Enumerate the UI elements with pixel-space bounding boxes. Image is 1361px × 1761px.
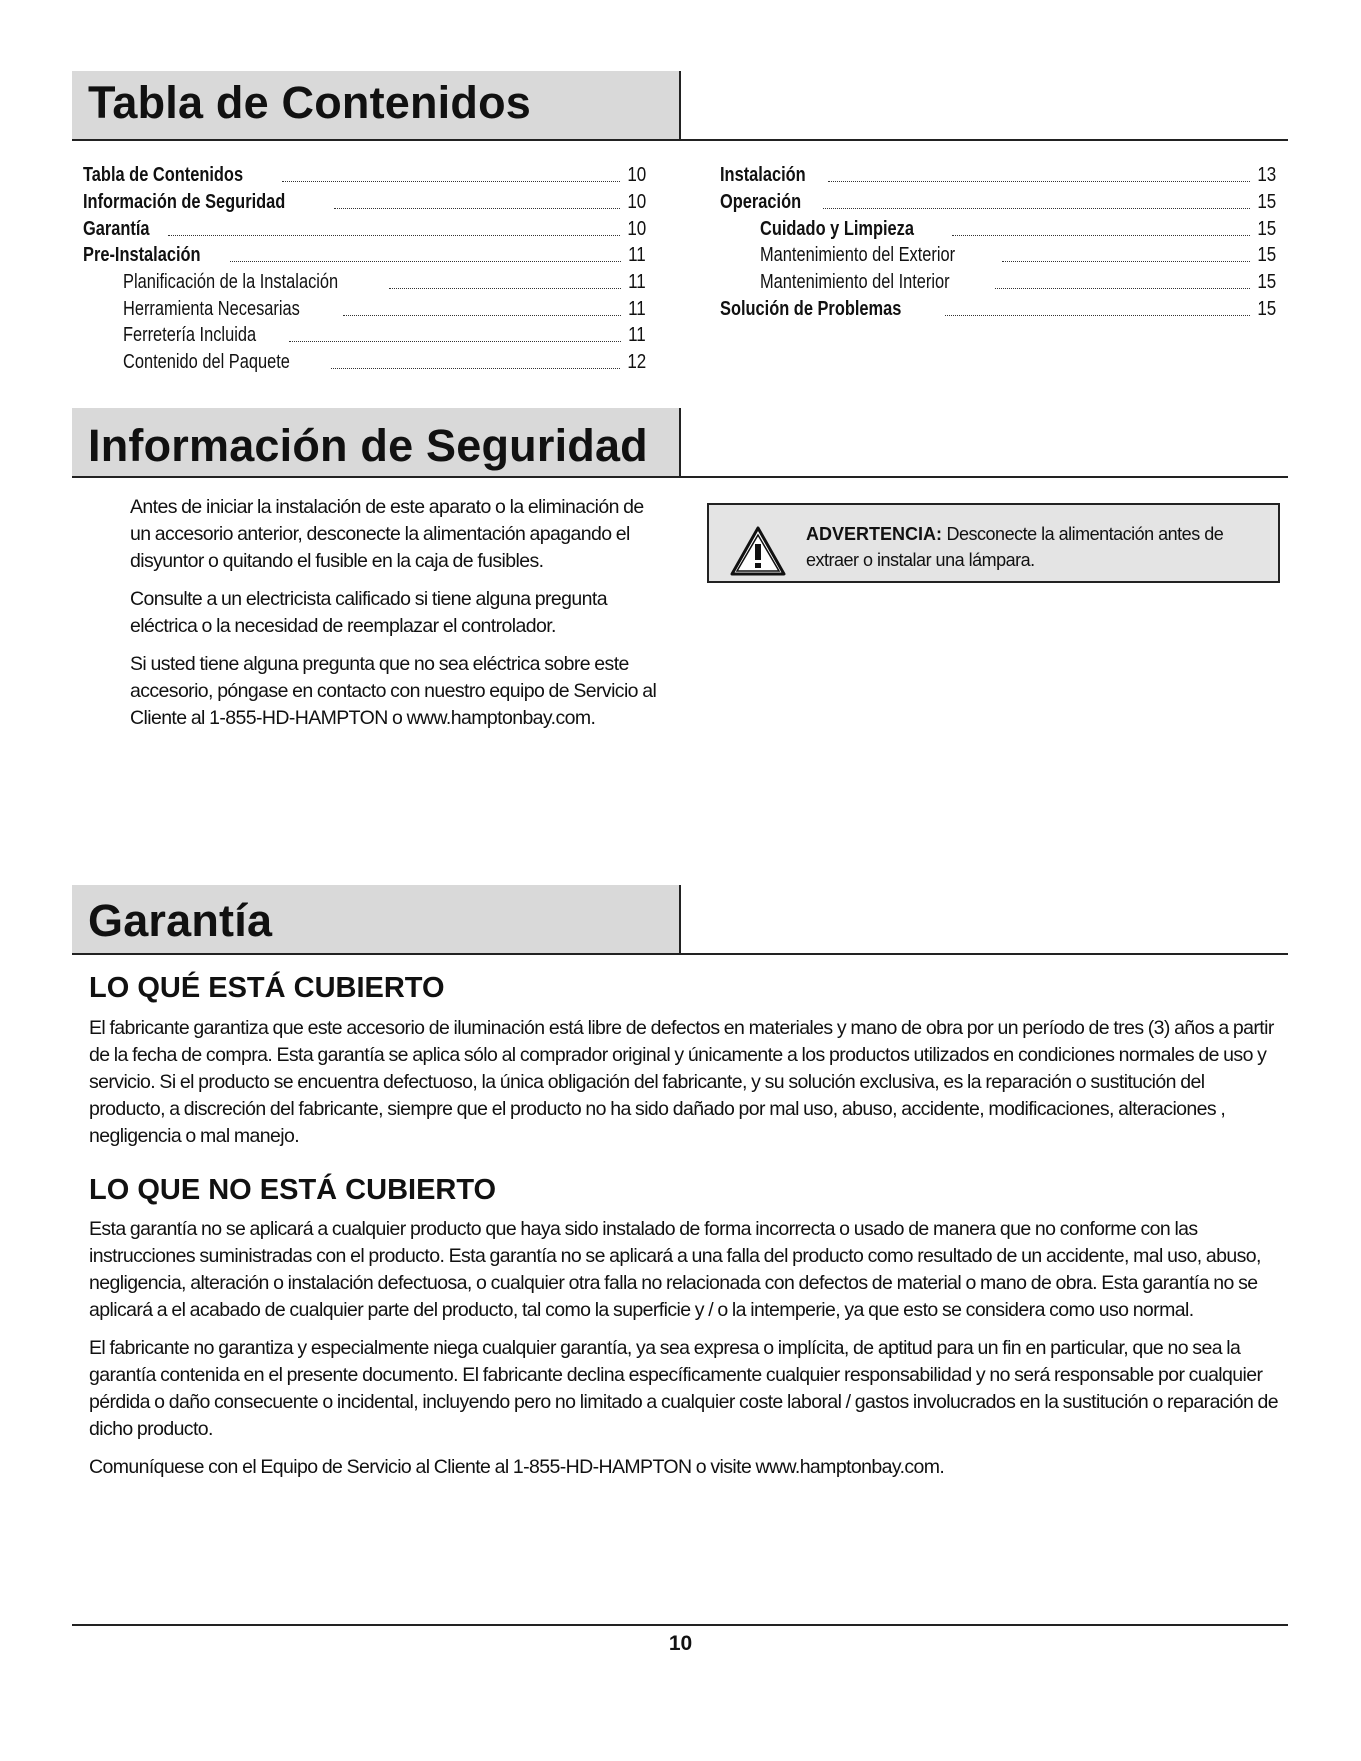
- footer-divider: [72, 1624, 1288, 1626]
- toc-entry[interactable]: [760, 270, 1276, 294]
- toc-entry-label: Planificación de la Instalación: [123, 271, 339, 293]
- toc-entry-label: Ferretería Incluida: [123, 324, 257, 346]
- toc-entry-label: Pre-Instalación: [83, 244, 201, 266]
- toc-leader-dots: [343, 315, 622, 316]
- toc-entry[interactable]: [123, 323, 646, 347]
- toc-leader-dots: [995, 288, 1250, 289]
- toc-entry-label: Solución de Problemas: [720, 298, 902, 320]
- warning-triangle-icon: [730, 526, 786, 576]
- safety-paragraph: Antes de iniciar la instalación de este aparato o la eliminación de un accesorio anterior, desconecte la alimentación apagando el disyuntor o quitando el fusible en la caja de fusibles.: [130, 496, 644, 572]
- toc-entry-label: Mantenimiento del Exterior: [760, 244, 956, 266]
- toc-section-header: [72, 71, 1288, 141]
- covered-heading: LO QUÉ ESTÁ CUBIERTO: [89, 972, 445, 1004]
- toc-entry-label: Garantía: [83, 218, 150, 240]
- toc-entry-label: Contenido del Paquete: [123, 351, 290, 373]
- toc-entry-page: 12: [627, 351, 646, 373]
- toc-entry[interactable]: [123, 270, 646, 294]
- safety-section-header: [72, 408, 1288, 478]
- section-title: Garantía: [88, 895, 273, 946]
- warning-message: Desconecte la alimentación antes de extraer o instalar una lámpara.: [806, 524, 1224, 570]
- page-number: 10: [668, 1632, 693, 1655]
- toc-entry[interactable]: [123, 297, 646, 321]
- toc-leader-dots: [289, 341, 621, 342]
- toc-entry[interactable]: [760, 243, 1276, 267]
- toc-entry-page: 15: [1257, 191, 1276, 213]
- toc-entry-page: 10: [627, 191, 646, 213]
- section-divider: [72, 476, 1288, 478]
- toc-entry[interactable]: [720, 190, 1276, 214]
- toc-leader-dots: [945, 315, 1250, 316]
- toc-entry-label: Cuidado y Limpieza: [760, 218, 915, 240]
- toc-entry-page: 10: [627, 164, 646, 186]
- toc-entry[interactable]: [83, 217, 646, 241]
- warning-text: [806, 521, 1266, 573]
- covered-text: [89, 1015, 1279, 1150]
- toc-leader-dots: [334, 208, 620, 209]
- toc-entry-page: 15: [1257, 271, 1276, 293]
- toc-leader-dots: [828, 181, 1249, 182]
- section-divider: [72, 139, 1288, 141]
- contact-paragraph: Comuníquese con el Equipo de Servicio al Cliente al 1-855-HD-HAMPTON o visite www.hamptonbay.com.: [89, 1456, 945, 1478]
- toc-leader-dots: [282, 181, 620, 182]
- warranty-section-header: [72, 885, 1288, 955]
- safety-paragraph: Consulte a un electricista calificado si tiene alguna pregunta eléctrica o la necesidad de reemplazar el controlador.: [130, 588, 607, 637]
- warning-box: [707, 503, 1280, 583]
- toc-leader-dots: [389, 288, 621, 289]
- toc-entry[interactable]: [760, 217, 1276, 241]
- toc-entry-page: 11: [628, 298, 646, 320]
- not-covered-text: [89, 1216, 1279, 1481]
- not-covered-heading: LO QUE NO ESTÁ CUBIERTO: [89, 1174, 497, 1206]
- toc-entry-page: 10: [627, 218, 646, 240]
- toc-entry[interactable]: [83, 163, 646, 187]
- safety-paragraph: Si usted tiene alguna pregunta que no sea eléctrica sobre este accesorio, póngase en contacto con nuestro equipo de Servicio al Cliente al 1-855-HD-HAMPTON o www.hamptonbay.com.: [130, 653, 657, 729]
- toc-entry-label: Mantenimiento del Interior: [760, 271, 950, 293]
- safety-text: [130, 494, 665, 732]
- section-title: Tabla de Contenidos: [88, 77, 531, 128]
- toc-leader-dots: [1002, 261, 1250, 262]
- section-divider: [72, 953, 1288, 955]
- warranty-paragraph: El fabricante no garantiza y especialmente niega cualquier garantía, ya sea expresa o implícita, de aptitud para un fin en particular, que no sea la garantía contenida en el presente documento. El fabricante declina específicamente cualquier responsabilidad y no será responsable por cualquier pérdida o daño consecuente o incidental, incluyendo pero no limitado a cualquier coste laboral / gastos involucrados en la sustitución o reparación de dicho producto.: [89, 1337, 1278, 1440]
- toc-entry[interactable]: [720, 163, 1276, 187]
- toc-entry-page: 11: [628, 324, 646, 346]
- toc-entry-label: Herramienta Necesarias: [123, 298, 300, 320]
- section-title: Información de Seguridad: [88, 420, 648, 471]
- toc-entry[interactable]: [83, 243, 646, 267]
- warning-label: ADVERTENCIA:: [806, 524, 943, 544]
- toc-entry-page: 15: [1257, 218, 1276, 240]
- warranty-paragraph: El fabricante garantiza que este accesorio de iluminación está libre de defectos en materiales y mano de obra por un período de tres (3) años a partir de la fecha de compra. Esta garantía se aplica sólo al comprador original y únicamente a los productos utilizados en condiciones normales de uso y servicio. Si el producto se encuentra defectuoso, la única obligación del fabricante, y su solución exclusiva, es la reparación o sustitución del producto, a discreción del fabricante, siempre que el producto no ha sido dañado por mal uso, abuso, accidente, modificaciones, alteraciones , negligencia o mal manejo.: [89, 1017, 1274, 1147]
- toc-entry-page: 15: [1257, 244, 1276, 266]
- toc-entry-page: 13: [1257, 164, 1276, 186]
- toc-entry[interactable]: [123, 350, 646, 374]
- toc-entry-label: Operación: [720, 191, 802, 213]
- toc-entry-page: 11: [628, 271, 646, 293]
- toc-leader-dots: [230, 261, 621, 262]
- toc-entry-page: 11: [628, 244, 646, 266]
- warranty-paragraph: Esta garantía no se aplicará a cualquier producto que haya sido instalado de forma incorrecta o usado de manera que no conforme con las instrucciones suministradas con el producto. Esta garantía no se aplicará a una falla del producto como resultado de un accidente, mal uso, abuso, negligencia, alteración o instalación defectuosa, o cualquier otra falla no relacionada con defectos de material o mano de obra. Esta garantía no se aplicará a el acabado de cualquier parte del producto, tal como la superficie y / o la intemperie, ya que esto se considera como uso normal.: [89, 1218, 1261, 1321]
- toc-leader-dots: [823, 208, 1250, 209]
- toc-entry-label: Instalación: [720, 164, 806, 186]
- toc-entry-label: Información de Seguridad: [83, 191, 286, 213]
- toc-leader-dots: [331, 368, 620, 369]
- toc-entry[interactable]: [83, 190, 646, 214]
- toc-leader-dots: [168, 235, 620, 236]
- toc-entry-page: 15: [1257, 298, 1276, 320]
- toc-entry[interactable]: [720, 297, 1276, 321]
- toc-leader-dots: [952, 235, 1250, 236]
- toc-entry-label: Tabla de Contenidos: [83, 164, 244, 186]
